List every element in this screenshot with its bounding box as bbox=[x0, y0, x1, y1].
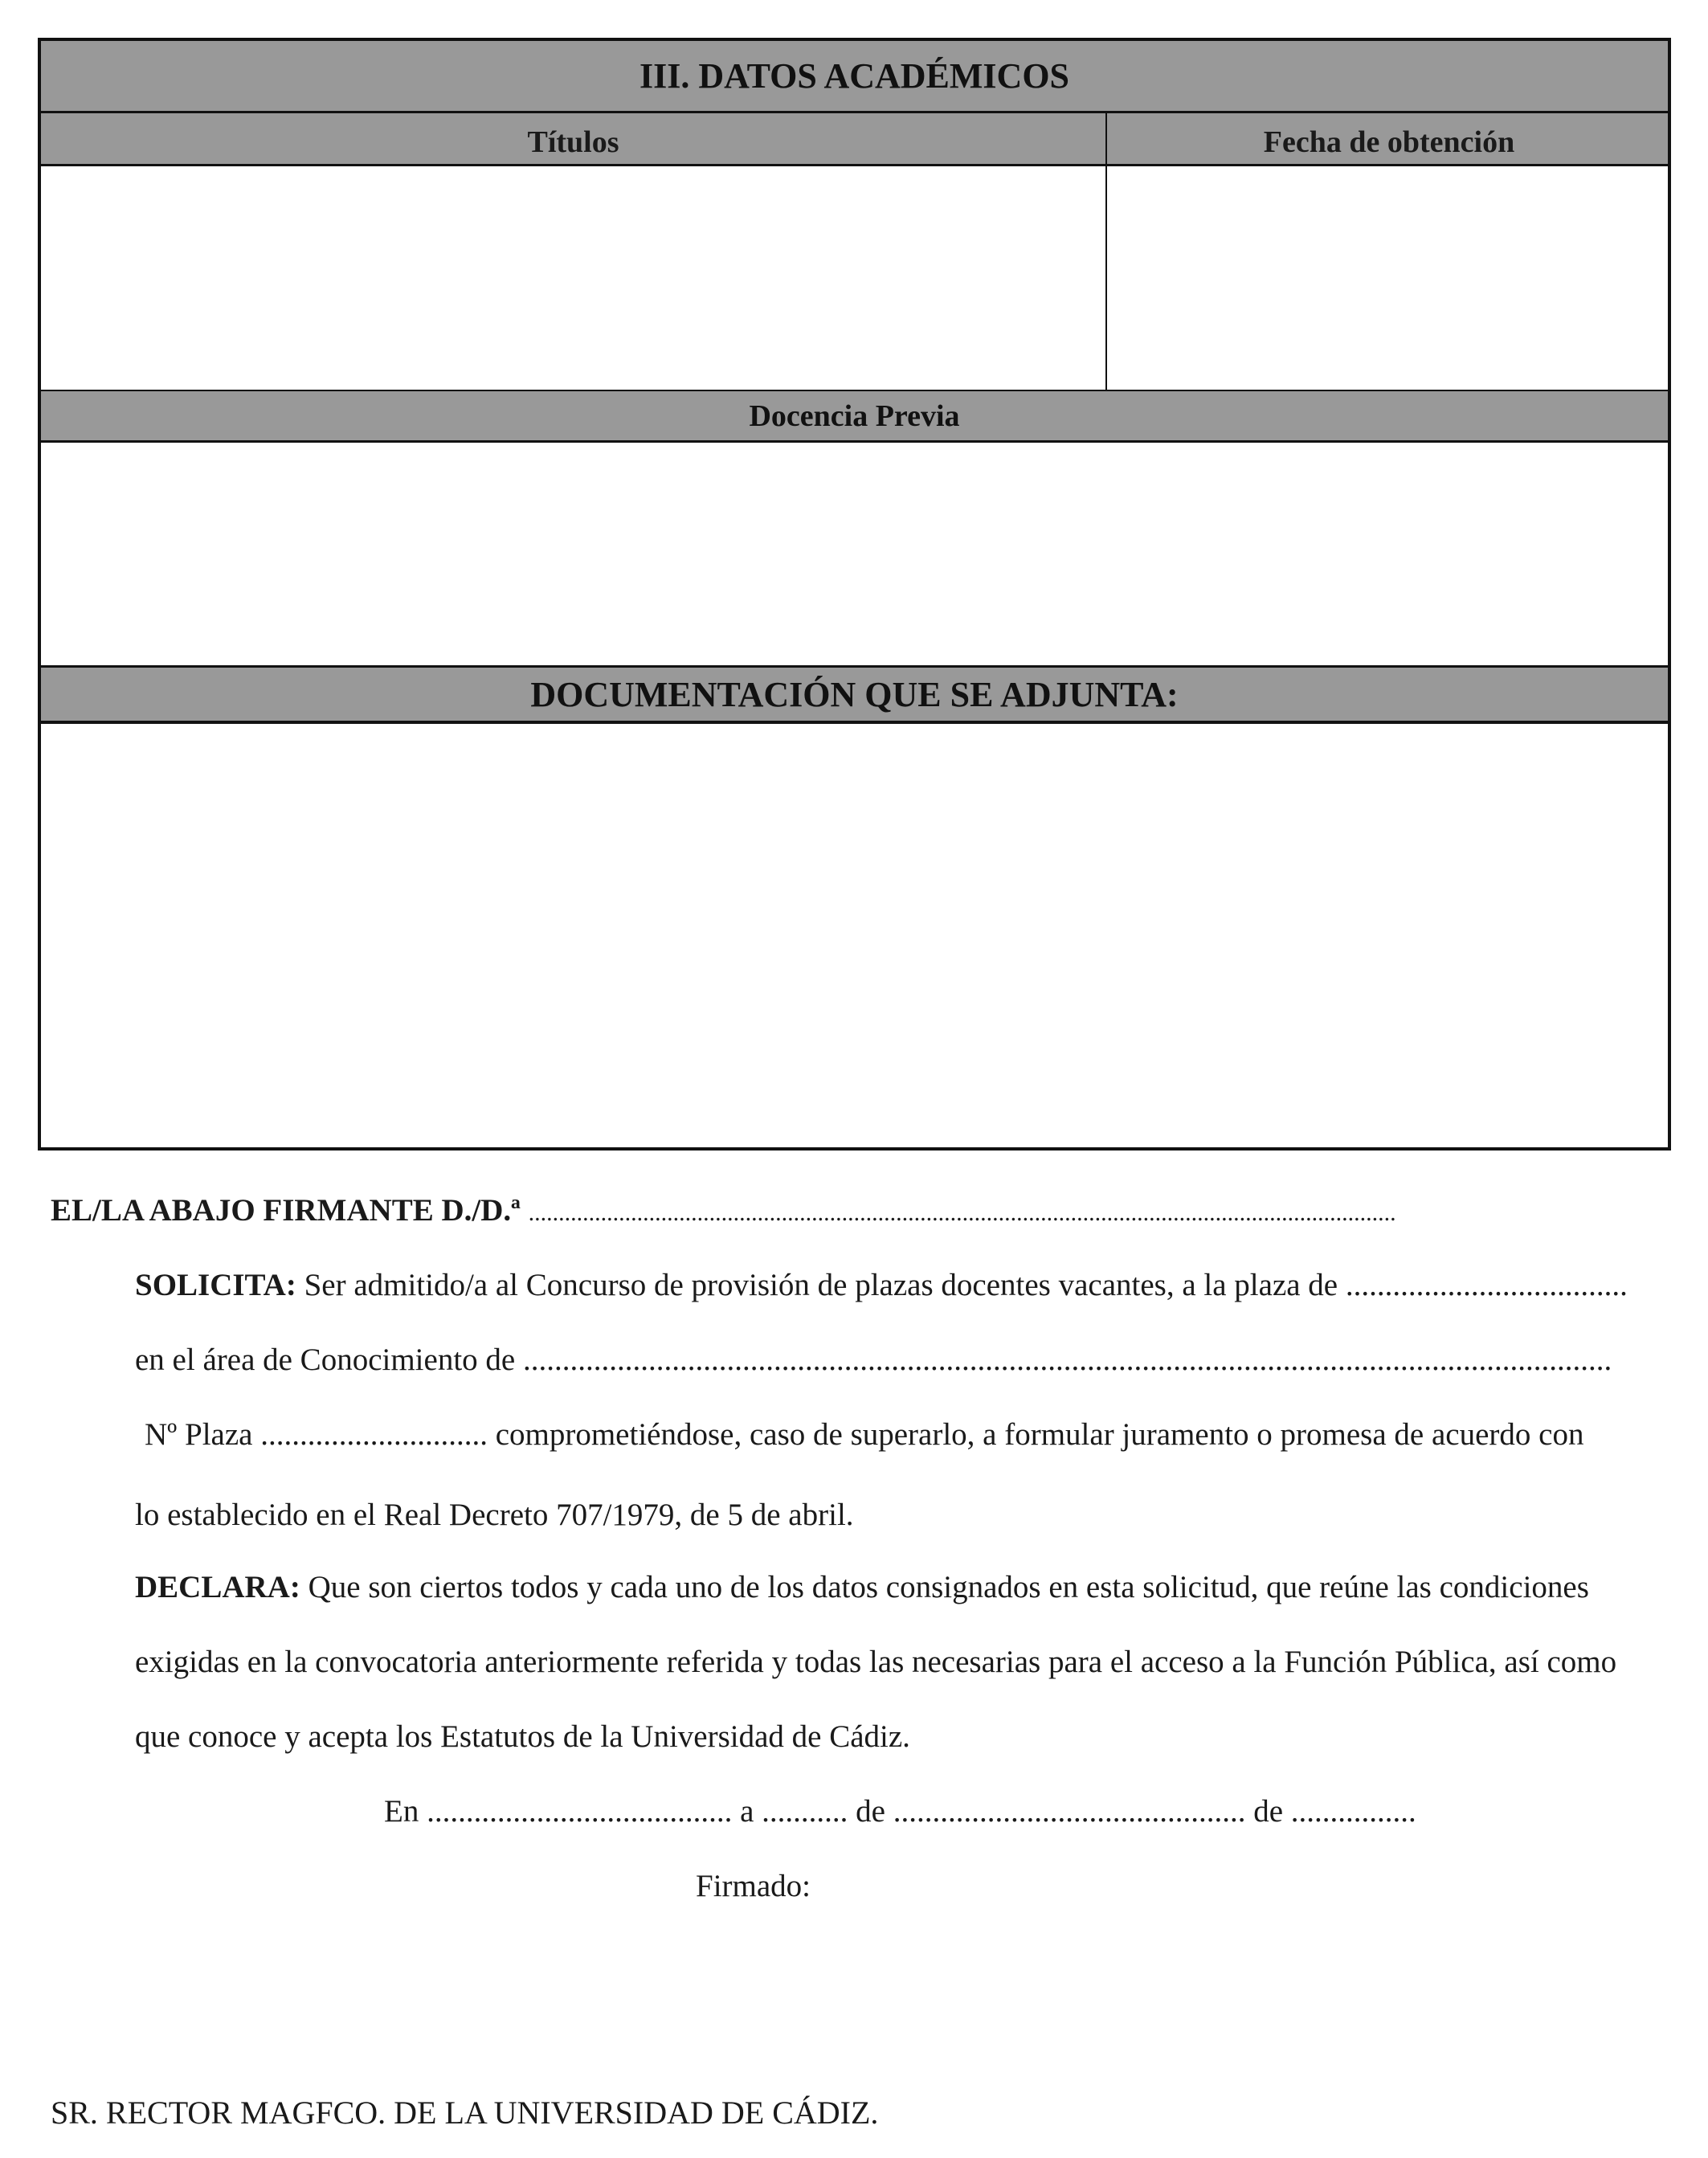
declara-label: DECLARA: bbox=[135, 1570, 300, 1604]
docencia-previa-header: Docencia Previa bbox=[41, 390, 1668, 443]
declara-text: Que son ciertos todos y cada uno de los datos consignados en esta solicitud, que reúne las condiciones bbox=[300, 1570, 1589, 1604]
solicita-label: SOLICITA: bbox=[135, 1268, 296, 1302]
firmante-line bbox=[51, 1195, 1396, 1226]
declara-line bbox=[135, 1571, 1589, 1603]
column-divider bbox=[1105, 113, 1107, 390]
real-decreto-line: lo establecido en el Real Decreto 707/1979, de 5 de abril. bbox=[135, 1498, 854, 1532]
solicita-text: Ser admitido/a al Concurso de provisión de plazas docentes vacantes, a la plaza de .................................... bbox=[296, 1268, 1628, 1302]
column-header-fecha: Fecha de obtención bbox=[1263, 125, 1515, 159]
conoce-line: que conoce y acepta los Estatutos de la Universidad de Cádiz. bbox=[135, 1719, 910, 1754]
documentacion-header: DOCUMENTACIÓN QUE SE ADJUNTA: bbox=[41, 665, 1668, 724]
fecha-obtencion-field[interactable] bbox=[1107, 166, 1668, 390]
plaza-line: Nº Plaza ............................. comprometiéndose, caso de superarlo, a formular juramento o promesa de acuerdo con bbox=[145, 1417, 1584, 1452]
firmante-label: EL/LA ABAJO FIRMANTE D./D.ª bbox=[51, 1193, 521, 1228]
docencia-previa-field[interactable] bbox=[41, 443, 1668, 665]
exigidas-line: exigidas en la convocatoria anteriormente referida y todas las necesarias para el acceso a la Función Pública, así como bbox=[135, 1645, 1617, 1679]
firmado-label: Firmado: bbox=[696, 1869, 811, 1903]
firmante-name-field[interactable]: ................................................................................................................................................ bbox=[528, 1200, 1396, 1226]
documentacion-field[interactable] bbox=[41, 724, 1668, 1147]
rector-addressee: SR. RECTOR MAGFCO. DE LA UNIVERSIDAD DE CÁDIZ. bbox=[51, 2095, 879, 2131]
academic-data-table bbox=[38, 38, 1671, 1151]
column-header-titulos: Títulos bbox=[527, 125, 619, 159]
place-date-line[interactable]: En ....................................... a ........... de ............................................. de ................ bbox=[384, 1794, 1416, 1829]
solicita-line bbox=[135, 1269, 1628, 1301]
section-title: III. DATOS ACADÉMICOS bbox=[41, 41, 1668, 113]
titulos-field[interactable] bbox=[41, 166, 1105, 390]
area-conocimiento-line: en el área de Conocimiento de ........................................................................................................................................... bbox=[135, 1343, 1612, 1377]
